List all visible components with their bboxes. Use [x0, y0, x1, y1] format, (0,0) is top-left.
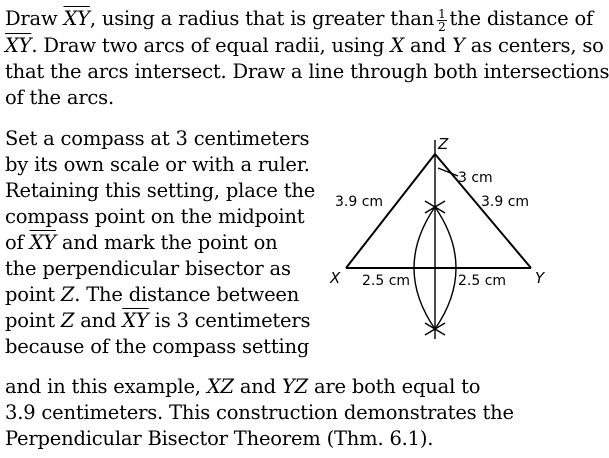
- label-side-xz: 3.9 cm: [335, 194, 384, 210]
- label-point-z: Z: [438, 135, 449, 153]
- point-z: Z: [60, 309, 75, 332]
- label-point-y: Y: [535, 269, 545, 287]
- text-fragment: and: [404, 34, 453, 57]
- segment-xy: $\overline{XY}$: [29, 231, 56, 254]
- intro-paragraph: [5, 6, 609, 111]
- side-segment-xz: [346, 154, 435, 268]
- conclusion-paragraph: [5, 374, 514, 452]
- text-fragment: point: [5, 309, 61, 332]
- label-height: 3 cm: [458, 170, 493, 186]
- text-fragment: point: [5, 283, 61, 306]
- text-fragment: , using a radius that is greater than: [89, 7, 435, 30]
- segment-xz: XZ: [206, 375, 234, 398]
- text-fragment: as centers, so: [464, 34, 604, 57]
- text-line: because of the compass setting: [5, 335, 310, 358]
- segment-xy: $\overline{XY}$: [122, 309, 149, 332]
- text-fragment: is 3 centimeters: [148, 309, 311, 332]
- text-fragment: . The distance between: [74, 283, 300, 306]
- fraction-one-half: [437, 8, 446, 33]
- label-base-left: 2.5 cm: [362, 273, 411, 289]
- text-fragment: Draw: [5, 7, 64, 30]
- perpendicular-bisector-diagram: [325, 132, 575, 347]
- text-fragment: and in this example,: [5, 375, 207, 398]
- text-line: Set a compass at 3 centimeters: [5, 127, 310, 150]
- text-line: Retaining this setting, place the: [5, 179, 316, 202]
- fraction-numerator: 1: [438, 7, 446, 21]
- text-fragment: the distance of: [449, 7, 594, 30]
- point-y: Y: [452, 34, 465, 57]
- segment-yz: YZ: [281, 375, 308, 398]
- text-line: the perpendicular bisector as: [5, 257, 291, 280]
- label-point-x: X: [330, 269, 341, 287]
- compass-paragraph: [5, 126, 315, 360]
- segment-xy: $\overline{XY}$: [5, 34, 32, 57]
- text-fragment: and mark the point on: [55, 231, 278, 254]
- segment-xy: $\overline{XY}$: [63, 7, 90, 30]
- text-line: compass point on the midpoint: [5, 205, 305, 228]
- text-line: by its own scale or with a ruler.: [5, 153, 310, 176]
- label-side-yz: 3.9 cm: [481, 194, 530, 210]
- text-fragment: . Draw two arcs of equal radii, using: [31, 34, 391, 57]
- point-x: X: [390, 34, 404, 57]
- text-fragment: and: [74, 309, 123, 332]
- point-z: Z: [60, 283, 75, 306]
- fraction-denominator: 2: [438, 20, 446, 34]
- text-fragment: and: [233, 375, 282, 398]
- text-line: of the arcs.: [5, 86, 114, 109]
- text-line: Perpendicular Bisector Theorem (Thm. 6.1).: [5, 427, 434, 450]
- label-base-right: 2.5 cm: [458, 273, 507, 289]
- text-line: that the arcs intersect. Draw a line through both intersections: [5, 60, 609, 83]
- text-fragment: are both equal to: [307, 375, 481, 398]
- text-line: 3.9 centimeters. This construction demonstrates the: [5, 401, 514, 424]
- text-fragment: of: [5, 231, 30, 254]
